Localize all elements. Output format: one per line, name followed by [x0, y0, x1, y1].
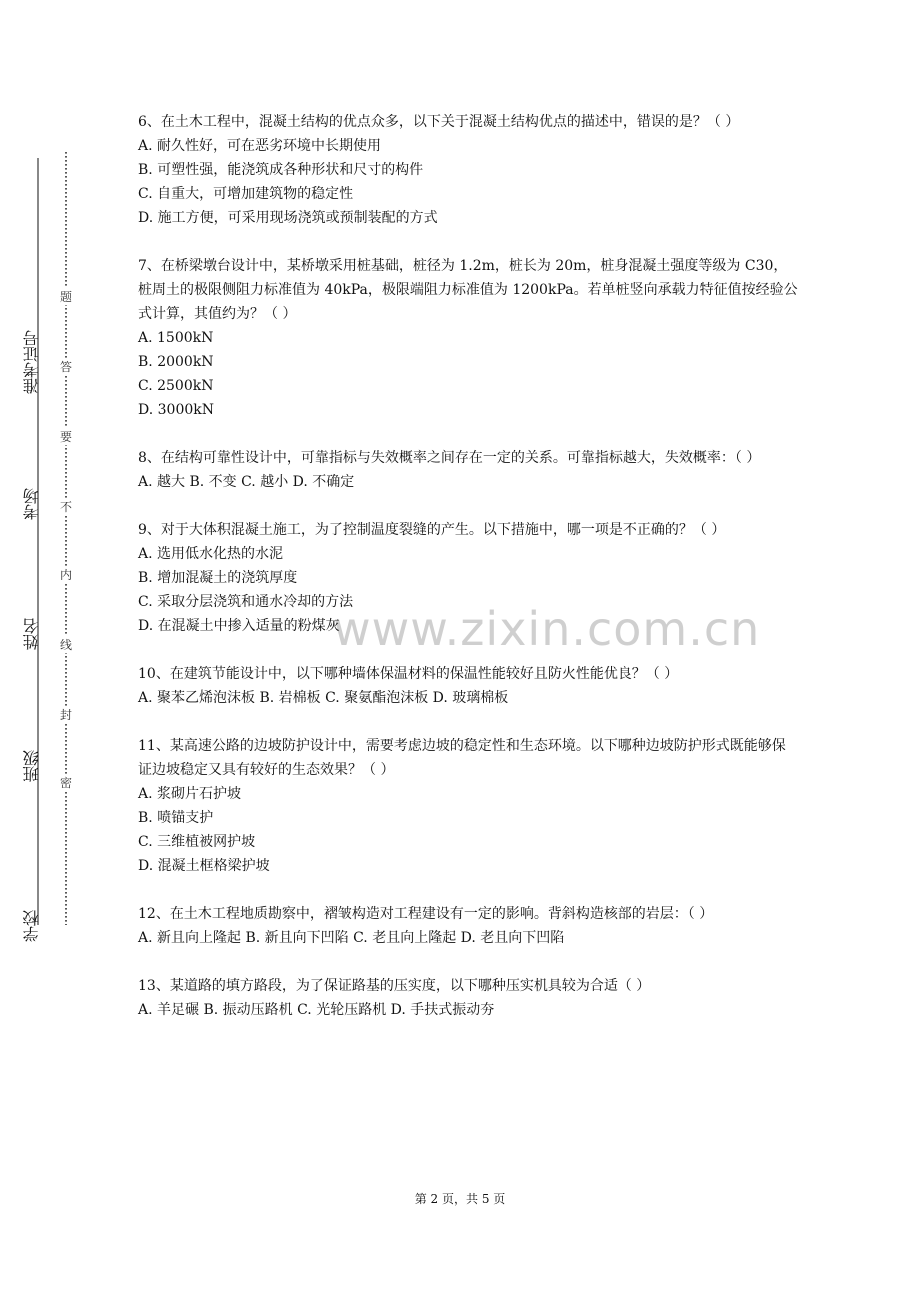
name-label: 姓名 [22, 618, 41, 650]
question-list [138, 110, 798, 1046]
option: C. 采取分层浇筑和通水冷却的方法 [138, 594, 354, 610]
page-footer: 第 2 页，共 5 页 [414, 1192, 506, 1206]
class-label: 班级 [22, 750, 41, 782]
option: A. 选用低水化热的水泥 [138, 546, 284, 562]
question-9 [138, 518, 798, 638]
question-stem: 9、对于大体积混凝土施工，为了控制温度裂缝的产生。以下措施中，哪一项是不正确的？（ ） [138, 522, 726, 538]
exam-id-label: 准考证号 [22, 330, 41, 394]
seal-char: 内 [60, 568, 73, 582]
option: A. 新且向上隆起 B. 新且向下凹陷 C. 老且向上隆起 D. 老且向下凹陷 [138, 930, 565, 946]
option: D. 混凝土框格梁护坡 [138, 858, 270, 874]
question-11 [138, 734, 798, 878]
option: C. 自重大，可增加建筑物的稳定性 [138, 186, 354, 202]
question-7 [138, 254, 798, 422]
option: A. 耐久性好，可在恶劣环境中长期使用 [138, 138, 382, 154]
question-stem: 10、在建筑节能设计中，以下哪种墙体保温材料的保温性能较好且防火性能优良？（ ） [138, 666, 679, 682]
exam-room-label: 考场 [22, 488, 41, 520]
option: D. 施工方便，可采用现场浇筑或预制装配的方式 [138, 210, 438, 226]
question-10 [138, 662, 798, 710]
seal-char: 要 [60, 430, 73, 444]
option: A. 浆砌片石护坡 [138, 786, 242, 802]
binding-margin [0, 0, 100, 1302]
question-12 [138, 902, 798, 950]
question-8 [138, 446, 798, 494]
binding-lines [0, 0, 100, 1302]
question-stem: 13、某道路的填方路段，为了保证路基的压实度，以下哪种压实机具较为合适（ ） [138, 978, 651, 994]
school-label: 学校 [22, 910, 41, 942]
option: D. 在混凝土中掺入适量的粉煤灰 [138, 618, 340, 634]
option: A. 聚苯乙烯泡沫板 B. 岩棉板 C. 聚氨酯泡沫板 D. 玻璃棉板 [138, 690, 509, 706]
option: C. 三维植被网护坡 [138, 834, 256, 850]
question-stem: 12、在土木工程地质勘察中，褶皱构造对工程建设有一定的影响。背斜构造核部的岩层：（ ） [138, 906, 714, 922]
option: A. 羊足碾 B. 振动压路机 C. 光轮压路机 D. 手扶式振动夯 [138, 1002, 495, 1018]
seal-char: 密 [60, 776, 73, 790]
option: B. 2000kN [138, 354, 214, 370]
question-13 [138, 974, 798, 1022]
seal-char: 不 [60, 500, 73, 514]
question-stem: 8、在结构可靠性设计中，可靠指标与失效概率之间存在一定的关系。可靠指标越大，失效概率：（ ） [138, 450, 761, 466]
seal-char: 线 [60, 638, 73, 652]
option: D. 3000kN [138, 402, 214, 418]
seal-char: 答 [60, 360, 73, 374]
question-stem: 6、在土木工程中，混凝土结构的优点众多，以下关于混凝土结构优点的描述中，错误的是？（ ） [138, 114, 740, 130]
option: A. 1500kN [138, 330, 214, 346]
seal-char: 封 [60, 708, 73, 722]
seal-char: 题 [60, 290, 73, 304]
option: B. 增加混凝土的浇筑厚度 [138, 570, 298, 586]
option: B. 可塑性强，能浇筑成各种形状和尺寸的构件 [138, 162, 424, 178]
question-stem: 7、在桥梁墩台设计中，某桥墩采用桩基础，桩径为 1.2m，桩长为 20m，桩身混凝土强度等级为 C30，桩周土的极限侧阻力标准值为 40kPa，极限端阻力标准值为 1200kPa。若单桩竖向承载力特征值按经验公式计算，其值约为？（ ） [138, 258, 798, 322]
question-6 [138, 110, 798, 230]
option: B. 喷锚支护 [138, 810, 214, 826]
option: C. 2500kN [138, 378, 214, 394]
watermark: www.zixin.com.cn [333, 602, 761, 656]
question-stem: 11、某高速公路的边坡防护设计中，需要考虑边坡的稳定性和生态环境。以下哪种边坡防护形式既能够保证边坡稳定又具有较好的生态效果？（ ） [138, 738, 786, 778]
option: A. 越大 B. 不变 C. 越小 D. 不确定 [138, 474, 355, 490]
